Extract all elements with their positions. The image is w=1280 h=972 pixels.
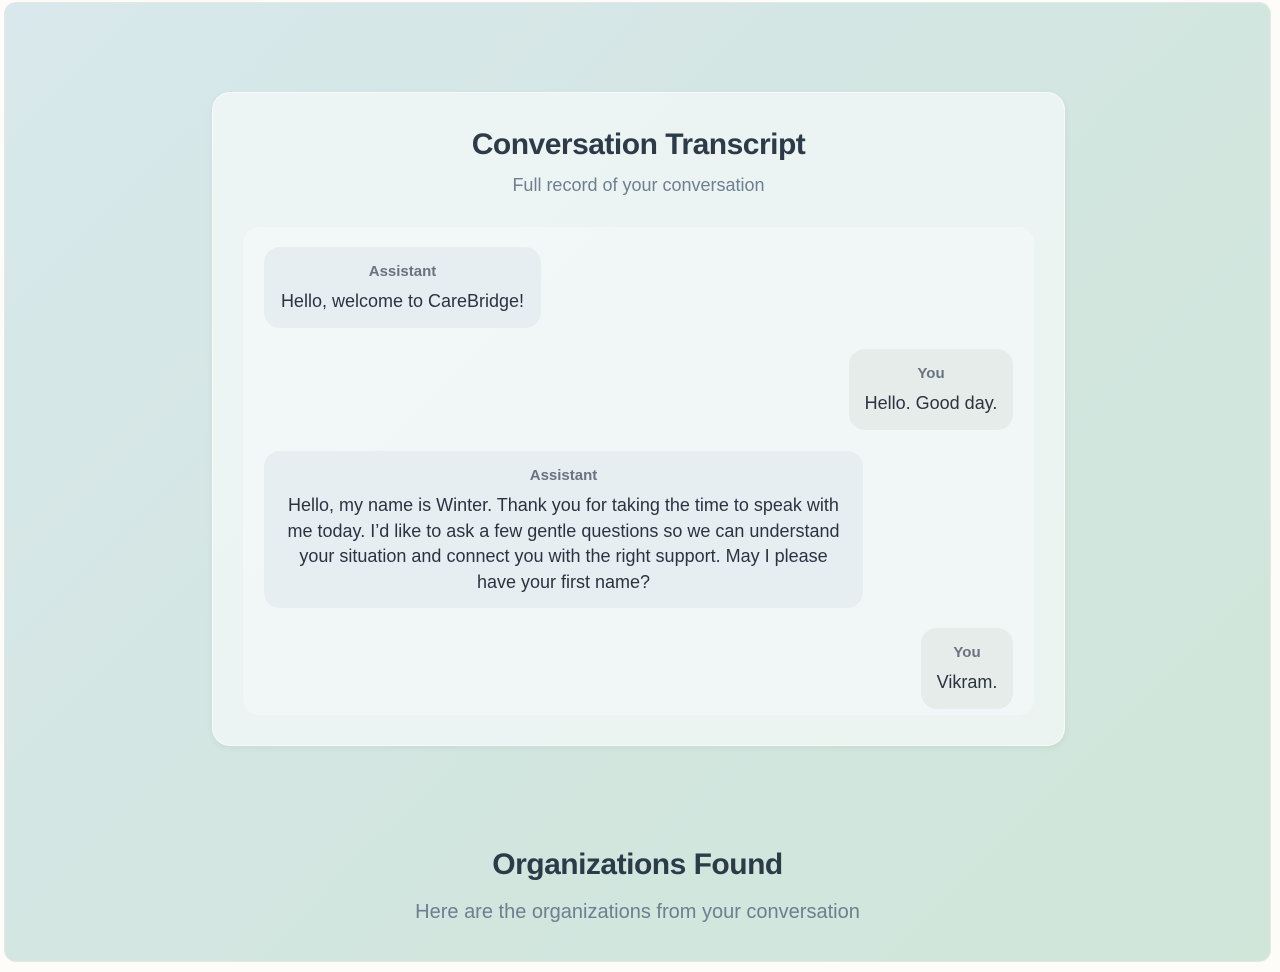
- user-message: [849, 349, 1013, 430]
- transcript-card: [212, 92, 1065, 746]
- message-speaker: Assistant: [368, 263, 437, 280]
- message-list[interactable]: [243, 227, 1034, 715]
- user-message: [921, 628, 1013, 709]
- message-speaker: You: [953, 644, 981, 661]
- organizations-subtitle: Here are the organizations from your conversation: [415, 901, 860, 923]
- transcript-subtitle: Full record of your conversation: [512, 175, 765, 195]
- message-text: Vikram.: [936, 672, 998, 692]
- message-text: Hello, welcome to CareBridge!: [280, 291, 525, 311]
- page-frame: [4, 2, 1271, 962]
- organizations-title: Organizations Found: [492, 848, 783, 881]
- transcript-title: Conversation Transcript: [471, 128, 806, 161]
- assistant-message: [264, 247, 541, 328]
- message-speaker: Assistant: [529, 467, 598, 484]
- assistant-message: [264, 451, 863, 608]
- message-speaker: You: [917, 365, 945, 382]
- message-text: Hello. Good day.: [864, 393, 998, 413]
- message-text: Hello, my name is Winter. Thank you for taking the time to speak with me today. I’d like to ask a few gentle questions so we can understand your situation and connect you with the right support. May I please have your first name?: [287, 495, 840, 592]
